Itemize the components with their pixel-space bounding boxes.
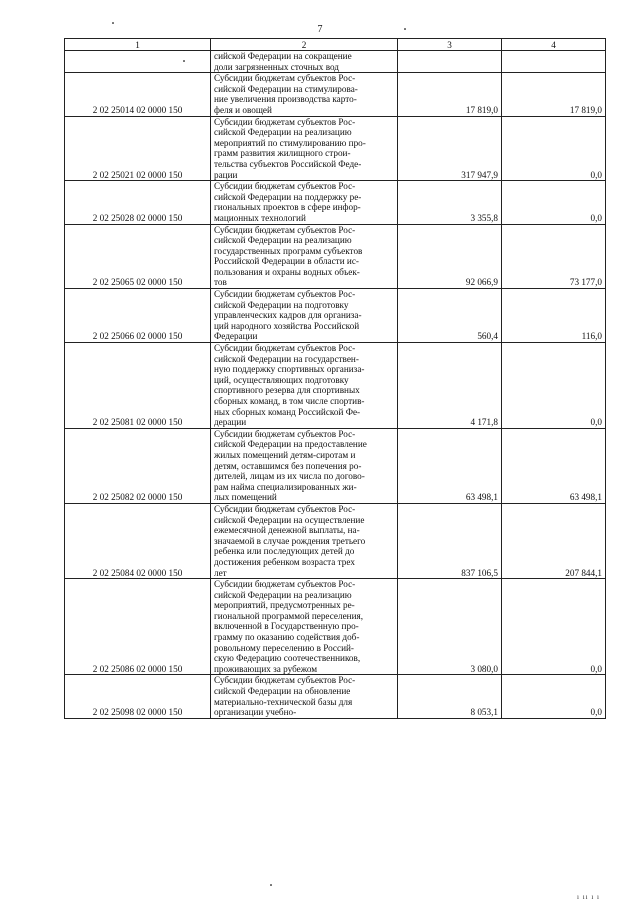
revenue-name-line: Субсидии бюджетам субъектов Рос- bbox=[214, 73, 356, 84]
revenue-name-line: тов bbox=[214, 277, 227, 288]
scan-speck bbox=[404, 28, 406, 30]
revenue-name-line: Субсидии бюджетам субъектов Рос- bbox=[214, 289, 356, 300]
revenue-name-line: организации учебно- bbox=[214, 707, 297, 718]
revenue-name-line: сийской Федерации на обновление bbox=[214, 686, 351, 697]
table-row bbox=[65, 224, 606, 289]
table-row bbox=[65, 289, 606, 343]
revenue-name-line: Российской Федерации в области ис- bbox=[214, 256, 359, 267]
amount-first-cell: 17 819,0 bbox=[398, 73, 502, 116]
amount-second-cell: 116,0 bbox=[502, 289, 606, 343]
budget-code-cell: 2 02 25065 02 0000 150 bbox=[65, 224, 211, 289]
revenue-name-line: Субсидии бюджетам субъектов Рос- bbox=[214, 224, 356, 235]
budget-code-cell: 2 02 25066 02 0000 150 bbox=[65, 289, 211, 343]
table-row bbox=[65, 116, 606, 181]
column-header-amount-second: 4 bbox=[502, 39, 606, 51]
revenue-name-line: сийской Федерации на поддержку ре- bbox=[214, 191, 362, 202]
revenue-name-cell bbox=[211, 675, 398, 718]
revenue-name-cell bbox=[211, 343, 398, 429]
amount-first-cell: 560,4 bbox=[398, 289, 502, 343]
revenue-name-line: детям, оставшимся без попечения ро- bbox=[214, 460, 362, 471]
amount-first-cell: 837 106,5 bbox=[398, 503, 502, 578]
amount-first-cell: 63 498,1 bbox=[398, 428, 502, 503]
revenue-name-line: грамму по оказанию содействия доб- bbox=[214, 632, 360, 643]
scan-marks: ı ıı ı ı bbox=[577, 893, 600, 901]
amount-second-cell: 17 819,0 bbox=[502, 73, 606, 116]
revenue-name-cell bbox=[211, 51, 398, 73]
budget-code-cell: 2 02 25081 02 0000 150 bbox=[65, 343, 211, 429]
amount-second-cell: 0,0 bbox=[502, 343, 606, 429]
amount-first-cell: 3 080,0 bbox=[398, 579, 502, 675]
table-row bbox=[65, 73, 606, 116]
table-body bbox=[65, 51, 606, 719]
revenue-name-line: Субсидии бюджетам субъектов Рос- bbox=[214, 503, 356, 514]
revenue-name-line: рам найма специализированных жи- bbox=[214, 481, 357, 492]
amount-first-cell bbox=[398, 51, 502, 73]
revenue-name-line: Субсидии бюджетам субъектов Рос- bbox=[214, 343, 356, 354]
revenue-name-line: дерации bbox=[214, 417, 247, 428]
amount-second-cell bbox=[502, 51, 606, 73]
revenue-name-line: мероприятий, предусмотренных ре- bbox=[214, 600, 355, 611]
budget-code-cell: 2 02 25014 02 0000 150 bbox=[65, 73, 211, 116]
revenue-name-line: Субсидии бюджетам субъектов Рос- bbox=[214, 579, 356, 590]
table-row bbox=[65, 343, 606, 429]
revenue-name-cell bbox=[211, 579, 398, 675]
revenue-name-line: скую Федерацию соотечественников, bbox=[214, 653, 361, 664]
revenue-name-cell bbox=[211, 289, 398, 343]
revenue-name-line: рации bbox=[214, 169, 238, 180]
revenue-name-line: ций, осуществляющих подготовку bbox=[214, 374, 349, 385]
revenue-name-line: ежемесячной денежной выплаты, на- bbox=[214, 525, 360, 536]
revenue-name-line: дителей, лицам из их числа по догово- bbox=[214, 471, 365, 482]
table-row bbox=[65, 675, 606, 718]
revenue-name-line: сийской Федерации на реализацию bbox=[214, 589, 352, 600]
revenue-name-line: тельства субъектов Российской Феде- bbox=[214, 158, 362, 169]
revenue-name-line: мероприятий по стимулированию про- bbox=[214, 137, 366, 148]
page-number: 7 bbox=[317, 24, 323, 35]
revenue-name-line: Субсидии бюджетам субъектов Рос- bbox=[214, 675, 356, 686]
revenue-name-line: сийской Федерации на осуществление bbox=[214, 514, 365, 525]
revenue-name-line: сборных команд, в том числе спортив- bbox=[214, 396, 365, 406]
revenue-name-line: сийской Федерации на государствен- bbox=[214, 353, 359, 364]
revenue-name-line: управленческих кадров для организа- bbox=[214, 310, 362, 321]
amount-second-cell: 63 498,1 bbox=[502, 428, 606, 503]
revenue-name-line: спортивного резерва для спортивных bbox=[214, 385, 360, 396]
revenue-name-line: включенной в Государственную про- bbox=[214, 621, 359, 632]
amount-second-cell: 73 177,0 bbox=[502, 224, 606, 289]
scan-speck bbox=[183, 60, 185, 62]
column-header-name: 2 bbox=[211, 39, 398, 51]
revenue-name-line: феля и овощей bbox=[214, 104, 272, 115]
table-row bbox=[65, 51, 606, 73]
revenue-name-line: ную поддержку спортивных организа- bbox=[214, 364, 365, 375]
column-header-amount-first: 3 bbox=[398, 39, 502, 51]
revenue-name-line: достижения ребенком возраста трех bbox=[214, 556, 355, 567]
amount-first-cell: 317 947,9 bbox=[398, 116, 502, 181]
revenue-name-line: материально-технической базы для bbox=[214, 696, 353, 707]
revenue-name-cell bbox=[211, 181, 398, 224]
revenue-name-cell bbox=[211, 224, 398, 289]
scan-speck bbox=[112, 22, 114, 24]
table-row bbox=[65, 428, 606, 503]
scan-speck bbox=[270, 884, 272, 886]
revenue-name-line: сийской Федерации на сокращение bbox=[214, 51, 352, 61]
table-row bbox=[65, 181, 606, 224]
revenue-name-line: гиональной программой переселения, bbox=[214, 610, 364, 621]
revenue-name-cell bbox=[211, 73, 398, 116]
amount-first-cell: 8 053,1 bbox=[398, 675, 502, 718]
revenue-name-cell bbox=[211, 503, 398, 578]
revenue-name-line: Субсидии бюджетам субъектов Рос- bbox=[214, 428, 356, 439]
revenue-name-line: ребенка или последующих детей до bbox=[214, 546, 355, 557]
amount-first-cell: 4 171,8 bbox=[398, 343, 502, 429]
budget-code-cell bbox=[65, 51, 211, 73]
amount-second-cell: 0,0 bbox=[502, 181, 606, 224]
revenue-name-line: ций народного хозяйства Российской bbox=[214, 320, 360, 331]
column-number-row bbox=[65, 39, 606, 51]
revenue-name-line: лет bbox=[214, 567, 227, 578]
revenue-name-line: государственных программ субъектов bbox=[214, 245, 363, 256]
table-row bbox=[65, 579, 606, 675]
revenue-name-line: Федерации bbox=[214, 331, 258, 342]
revenue-name-line: проживающих за рубежом bbox=[214, 663, 318, 674]
amount-second-cell: 207 844,1 bbox=[502, 503, 606, 578]
revenue-name-line: ровольному переселению в Россий- bbox=[214, 642, 354, 653]
revenue-name-line: сийской Федерации на подготовку bbox=[214, 299, 349, 310]
budget-code-cell: 2 02 25082 02 0000 150 bbox=[65, 428, 211, 503]
budget-code-cell: 2 02 25098 02 0000 150 bbox=[65, 675, 211, 718]
revenue-name-line: Субсидии бюджетам субъектов Рос- bbox=[214, 116, 356, 127]
revenue-name-line: доли загрязненных сточных вод bbox=[214, 61, 339, 72]
revenue-name-line: ных сборных команд Российской Фе- bbox=[214, 406, 361, 417]
revenue-name-line: сийской Федерации на реализацию bbox=[214, 127, 352, 138]
revenue-name-line: грамм развития жилищного строи- bbox=[214, 148, 351, 159]
amount-second-cell: 0,0 bbox=[502, 675, 606, 718]
revenue-name-line: гиональных проектов в сфере инфор- bbox=[214, 202, 361, 213]
amount-first-cell: 92 066,9 bbox=[398, 224, 502, 289]
revenue-name-line: Субсидии бюджетам субъектов Рос- bbox=[214, 181, 356, 192]
revenue-name-line: ние увеличения производства карто- bbox=[214, 94, 357, 105]
budget-code-cell: 2 02 25084 02 0000 150 bbox=[65, 503, 211, 578]
revenue-name-line: жилых помещений детям-сиротам и bbox=[214, 449, 356, 460]
revenue-name-line: сийской Федерации на стимулирова- bbox=[214, 83, 358, 94]
amount-first-cell: 3 355,8 bbox=[398, 181, 502, 224]
amount-second-cell: 0,0 bbox=[502, 579, 606, 675]
revenue-name-line: мационных технологий bbox=[214, 212, 306, 223]
budget-code-cell: 2 02 25028 02 0000 150 bbox=[65, 181, 211, 224]
table-row bbox=[65, 503, 606, 578]
revenue-name-line: сийской Федерации на предоставление bbox=[214, 439, 367, 450]
budget-revenue-table bbox=[64, 38, 606, 719]
revenue-name-cell bbox=[211, 428, 398, 503]
revenue-name-cell bbox=[211, 116, 398, 181]
revenue-name-line: пользования и охраны водных объек- bbox=[214, 266, 360, 277]
amount-second-cell: 0,0 bbox=[502, 116, 606, 181]
budget-code-cell: 2 02 25086 02 0000 150 bbox=[65, 579, 211, 675]
revenue-name-line: лых помещений bbox=[214, 492, 277, 503]
column-header-code: 1 bbox=[65, 39, 211, 51]
revenue-name-line: значаемой в случае рождения третьего bbox=[214, 535, 366, 546]
budget-code-cell: 2 02 25021 02 0000 150 bbox=[65, 116, 211, 181]
revenue-name-line: сийской Федерации на реализацию bbox=[214, 235, 352, 246]
